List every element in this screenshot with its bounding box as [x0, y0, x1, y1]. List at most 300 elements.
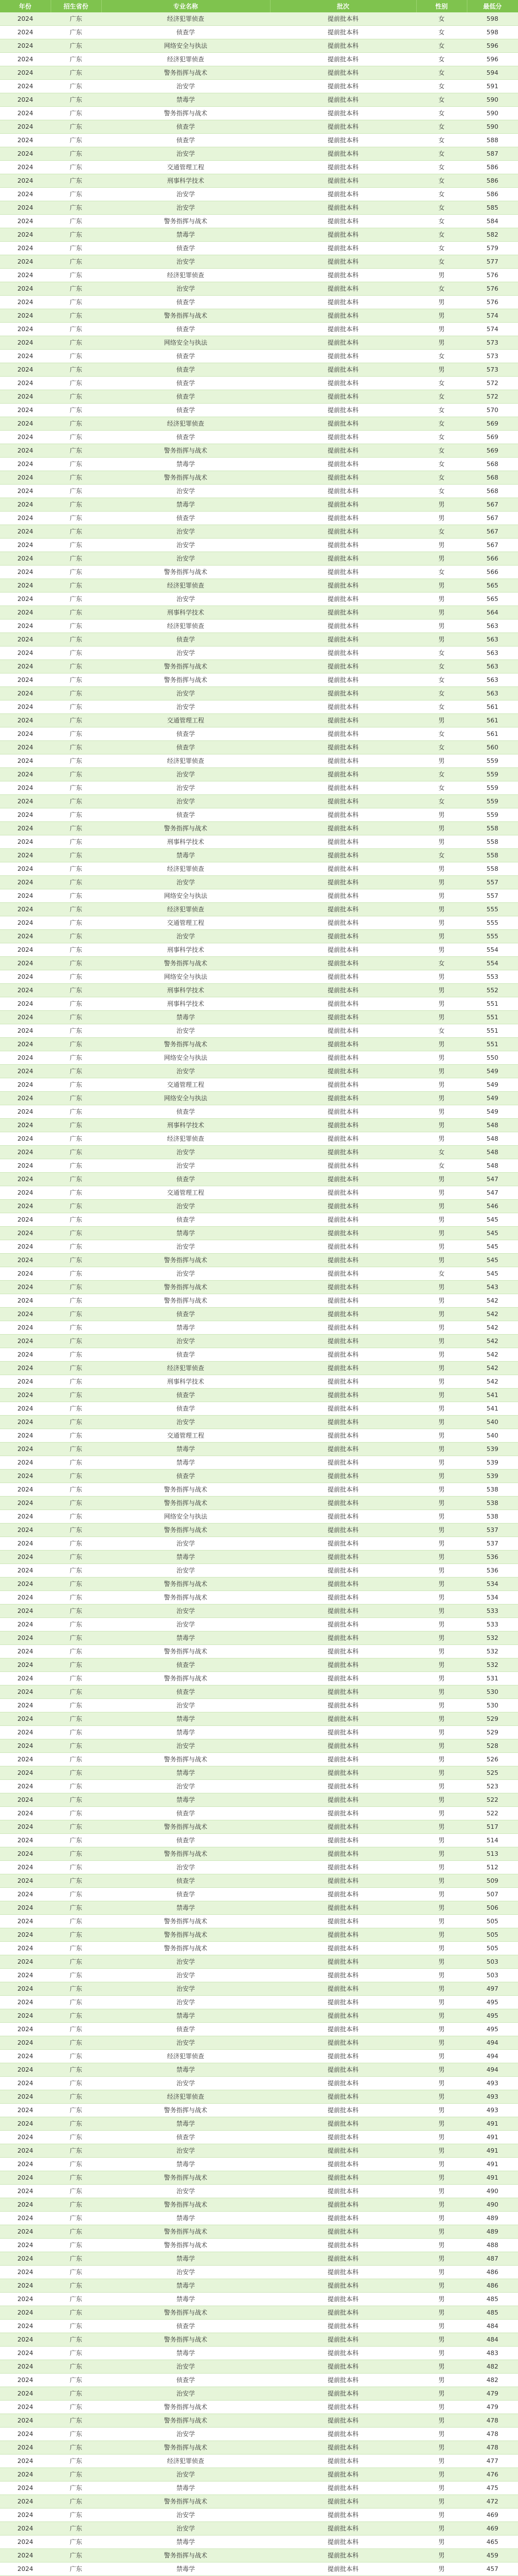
cell-major: 侦查学: [101, 1874, 270, 1888]
table-row: [0, 1820, 518, 1834]
table-row: [0, 242, 518, 255]
cell-major: 网络安全与执法: [101, 336, 270, 350]
cell-batch: 提前批本科: [270, 2185, 416, 2198]
cell-year: 2024: [0, 579, 51, 593]
cell-province: 广东: [51, 296, 101, 309]
cell-major: 侦查学: [101, 741, 270, 754]
cell-major: 禁毒学: [101, 2212, 270, 2225]
table-row: [0, 1470, 518, 1483]
cell-batch: 提前批本科: [270, 417, 416, 431]
cell-major: 治安学: [101, 2036, 270, 2050]
cell-min-score: 533: [467, 1618, 518, 1632]
cell-major: 治安学: [101, 255, 270, 269]
cell-batch: 提前批本科: [270, 2212, 416, 2225]
cell-gender: 男: [416, 2347, 467, 2360]
cell-gender: 男: [416, 2455, 467, 2468]
cell-major: 交通管理工程: [101, 916, 270, 930]
cell-min-score: 512: [467, 1861, 518, 1874]
cell-min-score: 582: [467, 228, 518, 242]
cell-year: 2024: [0, 1429, 51, 1443]
cell-year: 2024: [0, 2144, 51, 2158]
cell-major: 禁毒学: [101, 228, 270, 242]
cell-year: 2024: [0, 984, 51, 997]
cell-gender: 女: [416, 768, 467, 781]
cell-year: 2024: [0, 1416, 51, 1429]
cell-year: 2024: [0, 1955, 51, 1969]
cell-min-score: 557: [467, 889, 518, 903]
table-row: [0, 727, 518, 741]
cell-batch: 提前批本科: [270, 2252, 416, 2266]
cell-gender: 男: [416, 1942, 467, 1955]
cell-province: 广东: [51, 1254, 101, 1267]
table-row: [0, 1712, 518, 1726]
cell-major: 警务指挥与战术: [101, 1847, 270, 1861]
cell-min-score: 549: [467, 1065, 518, 1078]
cell-batch: 提前批本科: [270, 1227, 416, 1240]
table-body: [0, 12, 518, 2576]
cell-province: 广东: [51, 1618, 101, 1632]
cell-batch: 提前批本科: [270, 1537, 416, 1551]
cell-year: 2024: [0, 2077, 51, 2090]
cell-gender: 男: [416, 1712, 467, 1726]
cell-year: 2024: [0, 2441, 51, 2455]
cell-province: 广东: [51, 512, 101, 525]
cell-year: 2024: [0, 768, 51, 781]
cell-min-score: 563: [467, 633, 518, 647]
cell-min-score: 551: [467, 1024, 518, 1038]
cell-province: 广东: [51, 336, 101, 350]
cell-major: 侦查学: [101, 1888, 270, 1901]
cell-gender: 男: [416, 2468, 467, 2482]
cell-batch: 提前批本科: [270, 1456, 416, 1470]
table-row: [0, 2050, 518, 2063]
cell-major: 刑事科学技术: [101, 1119, 270, 1132]
table-row: [0, 862, 518, 876]
cell-major: 警务指挥与战术: [101, 2414, 270, 2428]
cell-gender: 男: [416, 579, 467, 593]
cell-batch: 提前批本科: [270, 336, 416, 350]
cell-min-score: 478: [467, 2441, 518, 2455]
cell-min-score: 495: [467, 1996, 518, 2009]
cell-province: 广东: [51, 957, 101, 970]
cell-gender: 男: [416, 2509, 467, 2522]
cell-year: 2024: [0, 1874, 51, 1888]
table-row: [0, 444, 518, 458]
cell-gender: 女: [416, 687, 467, 701]
cell-batch: 提前批本科: [270, 2482, 416, 2495]
cell-province: 广东: [51, 1335, 101, 1348]
cell-gender: 男: [416, 2374, 467, 2387]
cell-gender: 男: [416, 1200, 467, 1213]
cell-gender: 男: [416, 2050, 467, 2063]
cell-gender: 男: [416, 2279, 467, 2293]
cell-year: 2024: [0, 1524, 51, 1537]
cell-major: 治安学: [101, 1955, 270, 1969]
cell-batch: 提前批本科: [270, 2293, 416, 2306]
cell-province: 广东: [51, 431, 101, 444]
cell-batch: 提前批本科: [270, 997, 416, 1011]
cell-province: 广东: [51, 1321, 101, 1335]
cell-year: 2024: [0, 795, 51, 808]
cell-year: 2024: [0, 1267, 51, 1281]
cell-year: 2024: [0, 970, 51, 984]
cell-province: 广东: [51, 2158, 101, 2171]
cell-gender: 女: [416, 431, 467, 444]
table-row: [0, 1375, 518, 1389]
cell-gender: 男: [416, 552, 467, 566]
cell-major: 警务指挥与战术: [101, 2239, 270, 2252]
cell-batch: 提前批本科: [270, 309, 416, 323]
cell-gender: 男: [416, 1726, 467, 1739]
cell-batch: 提前批本科: [270, 93, 416, 107]
cell-province: 广东: [51, 1078, 101, 1092]
cell-gender: 男: [416, 1969, 467, 1982]
table-row: [0, 1119, 518, 1132]
cell-batch: 提前批本科: [270, 1200, 416, 1213]
cell-province: 广东: [51, 1537, 101, 1551]
cell-major: 经济犯罪侦查: [101, 579, 270, 593]
cell-gender: 男: [416, 1672, 467, 1685]
cell-province: 广东: [51, 1281, 101, 1294]
cell-province: 广东: [51, 1739, 101, 1753]
cell-batch: 提前批本科: [270, 2279, 416, 2293]
table-row: [0, 1254, 518, 1267]
cell-province: 广东: [51, 889, 101, 903]
cell-gender: 女: [416, 741, 467, 754]
cell-province: 广东: [51, 1712, 101, 1726]
cell-min-score: 545: [467, 1227, 518, 1240]
cell-major: 治安学: [101, 188, 270, 201]
cell-min-score: 586: [467, 161, 518, 174]
cell-year: 2024: [0, 997, 51, 1011]
cell-major: 网络安全与执法: [101, 889, 270, 903]
cell-batch: 提前批本科: [270, 2536, 416, 2549]
cell-gender: 女: [416, 1267, 467, 1281]
cell-year: 2024: [0, 620, 51, 633]
cell-gender: 男: [416, 1928, 467, 1942]
cell-province: 广东: [51, 1470, 101, 1483]
cell-province: 广东: [51, 2536, 101, 2549]
cell-gender: 男: [416, 620, 467, 633]
cell-batch: 提前批本科: [270, 2225, 416, 2239]
table-row: [0, 1699, 518, 1712]
cell-major: 网络安全与执法: [101, 39, 270, 53]
cell-province: 广东: [51, 2509, 101, 2522]
cell-year: 2024: [0, 1051, 51, 1065]
cell-major: 禁毒学: [101, 2279, 270, 2293]
cell-province: 广东: [51, 2414, 101, 2428]
cell-batch: 提前批本科: [270, 916, 416, 930]
cell-min-score: 493: [467, 2077, 518, 2090]
cell-batch: 提前批本科: [270, 66, 416, 80]
cell-major: 治安学: [101, 1618, 270, 1632]
table-row: [0, 1942, 518, 1955]
cell-batch: 提前批本科: [270, 808, 416, 822]
cell-gender: 男: [416, 1551, 467, 1564]
cell-province: 广东: [51, 2374, 101, 2387]
cell-batch: 提前批本科: [270, 1942, 416, 1955]
cell-major: 禁毒学: [101, 1901, 270, 1915]
table-row: [0, 2117, 518, 2131]
table-row: [0, 2293, 518, 2306]
cell-gender: 男: [416, 2293, 467, 2306]
cell-major: 侦查学: [101, 390, 270, 404]
cell-min-score: 574: [467, 309, 518, 323]
cell-year: 2024: [0, 1173, 51, 1186]
cell-province: 广东: [51, 781, 101, 795]
cell-province: 广东: [51, 1699, 101, 1712]
cell-batch: 提前批本科: [270, 525, 416, 539]
cell-major: 治安学: [101, 1982, 270, 1996]
cell-min-score: 525: [467, 1766, 518, 1780]
cell-province: 广东: [51, 242, 101, 255]
cell-min-score: 590: [467, 107, 518, 120]
cell-batch: 提前批本科: [270, 2131, 416, 2144]
cell-min-score: 569: [467, 444, 518, 458]
cell-min-score: 534: [467, 1578, 518, 1591]
cell-min-score: 542: [467, 1294, 518, 1308]
table-row: [0, 1200, 518, 1213]
table-row: [0, 39, 518, 53]
cell-batch: 提前批本科: [270, 876, 416, 889]
cell-min-score: 539: [467, 1456, 518, 1470]
cell-gender: 女: [416, 1159, 467, 1173]
cell-batch: 提前批本科: [270, 1699, 416, 1712]
cell-min-score: 479: [467, 2401, 518, 2414]
cell-year: 2024: [0, 1146, 51, 1159]
cell-major: 经济犯罪侦查: [101, 903, 270, 916]
cell-batch: 提前批本科: [270, 2360, 416, 2374]
cell-province: 广东: [51, 930, 101, 943]
cell-min-score: 554: [467, 943, 518, 957]
cell-province: 广东: [51, 174, 101, 188]
table-row: [0, 1078, 518, 1092]
table-row: [0, 1901, 518, 1915]
cell-min-score: 557: [467, 876, 518, 889]
cell-gender: 女: [416, 404, 467, 417]
cell-year: 2024: [0, 1861, 51, 1874]
cell-min-score: 484: [467, 2320, 518, 2333]
table-row: [0, 1146, 518, 1159]
cell-gender: 男: [416, 296, 467, 309]
cell-year: 2024: [0, 2104, 51, 2117]
cell-gender: 男: [416, 2387, 467, 2401]
cell-batch: 提前批本科: [270, 1146, 416, 1159]
cell-year: 2024: [0, 1308, 51, 1321]
table-row: [0, 2063, 518, 2077]
cell-min-score: 485: [467, 2293, 518, 2306]
cell-min-score: 561: [467, 701, 518, 714]
cell-year: 2024: [0, 1712, 51, 1726]
cell-min-score: 567: [467, 498, 518, 512]
cell-gender: 男: [416, 1861, 467, 1874]
cell-min-score: 493: [467, 2090, 518, 2104]
cell-province: 广东: [51, 1443, 101, 1456]
cell-province: 广东: [51, 606, 101, 620]
cell-min-score: 534: [467, 1591, 518, 1605]
cell-batch: 提前批本科: [270, 80, 416, 93]
cell-gender: 男: [416, 1402, 467, 1416]
table-row: [0, 309, 518, 323]
table-row: [0, 593, 518, 606]
cell-year: 2024: [0, 1982, 51, 1996]
cell-major: 禁毒学: [101, 458, 270, 471]
cell-min-score: 568: [467, 458, 518, 471]
cell-min-score: 553: [467, 970, 518, 984]
cell-major: 治安学: [101, 930, 270, 943]
cell-major: 治安学: [101, 2144, 270, 2158]
table-row: [0, 1861, 518, 1874]
cell-min-score: 559: [467, 781, 518, 795]
table-row: [0, 1348, 518, 1362]
cell-year: 2024: [0, 903, 51, 916]
cell-batch: 提前批本科: [270, 2063, 416, 2077]
cell-major: 经济犯罪侦查: [101, 1362, 270, 1375]
cell-major: 经济犯罪侦查: [101, 269, 270, 282]
table-row: [0, 1132, 518, 1146]
cell-min-score: 564: [467, 606, 518, 620]
cell-min-score: 598: [467, 12, 518, 26]
table-row: [0, 1038, 518, 1051]
cell-batch: 提前批本科: [270, 2347, 416, 2360]
cell-province: 广东: [51, 1942, 101, 1955]
cell-batch: 提前批本科: [270, 687, 416, 701]
cell-province: 广东: [51, 2441, 101, 2455]
cell-major: 侦查学: [101, 1658, 270, 1672]
table-row: [0, 93, 518, 107]
cell-year: 2024: [0, 1632, 51, 1645]
cell-year: 2024: [0, 1038, 51, 1051]
cell-gender: 女: [416, 350, 467, 363]
cell-min-score: 539: [467, 1443, 518, 1456]
cell-province: 广东: [51, 579, 101, 593]
cell-year: 2024: [0, 1888, 51, 1901]
cell-year: 2024: [0, 12, 51, 26]
cell-major: 禁毒学: [101, 2252, 270, 2266]
cell-year: 2024: [0, 2414, 51, 2428]
cell-year: 2024: [0, 2549, 51, 2563]
cell-batch: 提前批本科: [270, 1820, 416, 1834]
cell-batch: 提前批本科: [270, 1915, 416, 1928]
cell-major: 治安学: [101, 1024, 270, 1038]
cell-gender: 男: [416, 269, 467, 282]
cell-batch: 提前批本科: [270, 12, 416, 26]
cell-major: 侦查学: [101, 1348, 270, 1362]
table-row: [0, 525, 518, 539]
cell-year: 2024: [0, 161, 51, 174]
cell-batch: 提前批本科: [270, 1766, 416, 1780]
table-row: [0, 2360, 518, 2374]
cell-year: 2024: [0, 2482, 51, 2495]
cell-major: 治安学: [101, 795, 270, 808]
cell-min-score: 579: [467, 242, 518, 255]
cell-province: 广东: [51, 2198, 101, 2212]
cell-gender: 男: [416, 1847, 467, 1861]
cell-province: 广东: [51, 1416, 101, 1429]
cell-gender: 男: [416, 1753, 467, 1766]
cell-major: 侦查学: [101, 120, 270, 134]
cell-year: 2024: [0, 1753, 51, 1766]
cell-batch: 提前批本科: [270, 215, 416, 228]
cell-min-score: 507: [467, 1888, 518, 1901]
table-row: [0, 215, 518, 228]
cell-year: 2024: [0, 417, 51, 431]
table-row: [0, 282, 518, 296]
table-row: [0, 620, 518, 633]
cell-batch: 提前批本科: [270, 1658, 416, 1672]
cell-major: 侦查学: [101, 1402, 270, 1416]
cell-batch: 提前批本科: [270, 1429, 416, 1443]
cell-year: 2024: [0, 930, 51, 943]
cell-year: 2024: [0, 2509, 51, 2522]
cell-batch: 提前批本科: [270, 296, 416, 309]
cell-batch: 提前批本科: [270, 471, 416, 485]
cell-year: 2024: [0, 1942, 51, 1955]
cell-min-score: 489: [467, 2225, 518, 2239]
cell-min-score: 531: [467, 1672, 518, 1685]
cell-batch: 提前批本科: [270, 2009, 416, 2023]
table-row: [0, 1159, 518, 1173]
table-row: [0, 2239, 518, 2252]
cell-min-score: 490: [467, 2185, 518, 2198]
cell-batch: 提前批本科: [270, 1928, 416, 1942]
cell-gender: 男: [416, 1483, 467, 1497]
cell-year: 2024: [0, 1389, 51, 1402]
cell-major: 治安学: [101, 147, 270, 161]
cell-year: 2024: [0, 2563, 51, 2576]
table-row: [0, 2171, 518, 2185]
cell-batch: 提前批本科: [270, 2239, 416, 2252]
cell-province: 广东: [51, 1429, 101, 1443]
cell-province: 广东: [51, 228, 101, 242]
cell-major: 警务指挥与战术: [101, 1254, 270, 1267]
cell-year: 2024: [0, 849, 51, 862]
cell-gender: 男: [416, 1051, 467, 1065]
cell-min-score: 555: [467, 903, 518, 916]
cell-province: 广东: [51, 323, 101, 336]
cell-batch: 提前批本科: [270, 377, 416, 390]
cell-year: 2024: [0, 269, 51, 282]
table-row: [0, 2374, 518, 2387]
cell-major: 警务指挥与战术: [101, 2401, 270, 2414]
cell-year: 2024: [0, 2387, 51, 2401]
cell-batch: 提前批本科: [270, 228, 416, 242]
cell-batch: 提前批本科: [270, 930, 416, 943]
header-year: 年份: [0, 0, 51, 12]
cell-major: 禁毒学: [101, 498, 270, 512]
cell-batch: 提前批本科: [270, 2414, 416, 2428]
cell-min-score: 472: [467, 2495, 518, 2509]
cell-province: 广东: [51, 2225, 101, 2239]
cell-major: 治安学: [101, 2185, 270, 2198]
table-row: [0, 1240, 518, 1254]
table-row: [0, 2387, 518, 2401]
cell-gender: 女: [416, 458, 467, 471]
cell-gender: 男: [416, 1416, 467, 1429]
cell-batch: 提前批本科: [270, 1335, 416, 1348]
cell-province: 广东: [51, 1200, 101, 1213]
cell-province: 广东: [51, 1024, 101, 1038]
cell-gender: 男: [416, 2522, 467, 2536]
cell-major: 警务指挥与战术: [101, 2104, 270, 2117]
cell-gender: 女: [416, 242, 467, 255]
table-row: [0, 174, 518, 188]
cell-min-score: 596: [467, 39, 518, 53]
table-row: [0, 808, 518, 822]
cell-major: 警务指挥与战术: [101, 566, 270, 579]
cell-min-score: 494: [467, 2050, 518, 2063]
cell-province: 广东: [51, 1267, 101, 1281]
